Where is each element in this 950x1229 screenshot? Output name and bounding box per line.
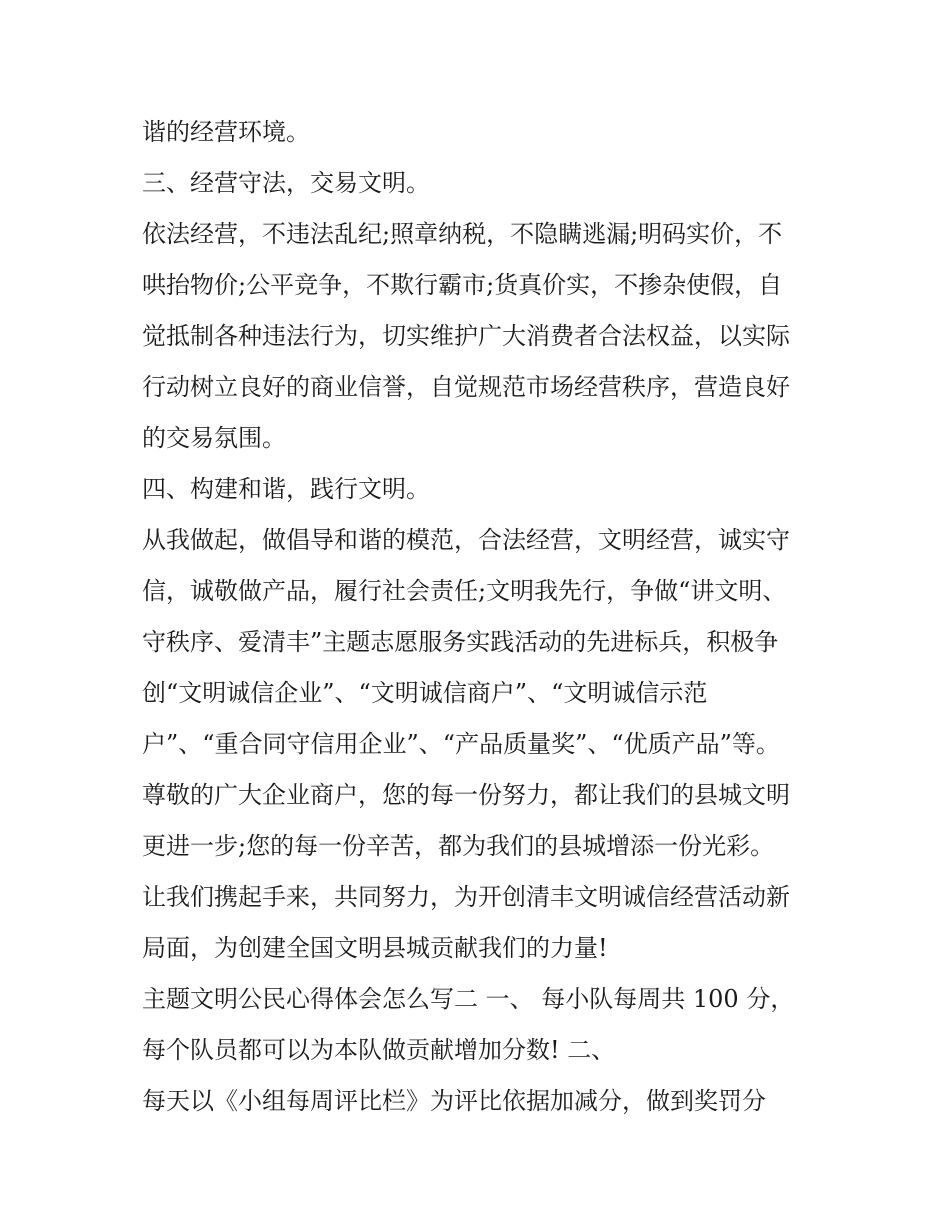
text-line: 让我们携起手来，共同努力，为开创清丰文明诚信经营活动新: [142, 883, 790, 911]
text-line: 更进一步;您的每一份辛苦，都为我们的县城增添一份光彩。: [142, 832, 775, 860]
text-line: 行动树立良好的商业信誉，自觉规范市场经营秩序，营造良好: [142, 373, 790, 401]
text-line: 尊敬的广大企业商户，您的每一份努力，都让我们的县城文明: [142, 781, 790, 809]
text-line: 从我做起，做倡导和谐的模范，合法经营，文明经营，诚实守: [142, 526, 790, 554]
section-heading-4: 四、构建和谐，践行文明。: [142, 475, 430, 503]
text-line: 每天以《小组每周评比栏》为评比依据加减分，做到奖罚分: [142, 1087, 766, 1115]
text-line: 创“文明诚信企业”、“文明诚信商户”、“文明诚信示范: [142, 679, 708, 707]
text-line: 依法经营，不违法乱纪;照章纳税，不隐瞒逃漏;明码实价，不: [142, 220, 783, 248]
text-line: 局面，为创建全国文明县城贡献我们的力量!: [142, 934, 608, 962]
text-line: 每个队员都可以为本队做贡献增加分数! 二、: [142, 1036, 616, 1064]
text-line: 户”、“重合同守信用企业”、“产品质量奖”、“优质产品”等。: [142, 730, 780, 758]
text-line: 的交易氛围。: [142, 424, 286, 452]
text-line: 谐的经营环境。: [142, 118, 310, 146]
text-line: 主题文明公民心得体会怎么写二 一、 每小队每周共 100 分，: [142, 985, 795, 1013]
text-line: 哄抬物价;公平竞争，不欺行霸市;货真价实，不掺杂使假，自: [142, 271, 783, 299]
text-line: 守秩序、爱清丰”主题志愿服务实践活动的先进标兵，积极争: [142, 628, 779, 656]
text-line: 觉抵制各种违法行为，切实维护广大消费者合法权益，以实际: [142, 322, 790, 350]
text-line: 信，诚敬做产品，履行社会责任;文明我先行，争做“讲文明、: [142, 577, 787, 605]
body-text: [142, 107, 832, 1127]
section-heading-3: 三、经营守法，交易文明。: [142, 169, 430, 197]
